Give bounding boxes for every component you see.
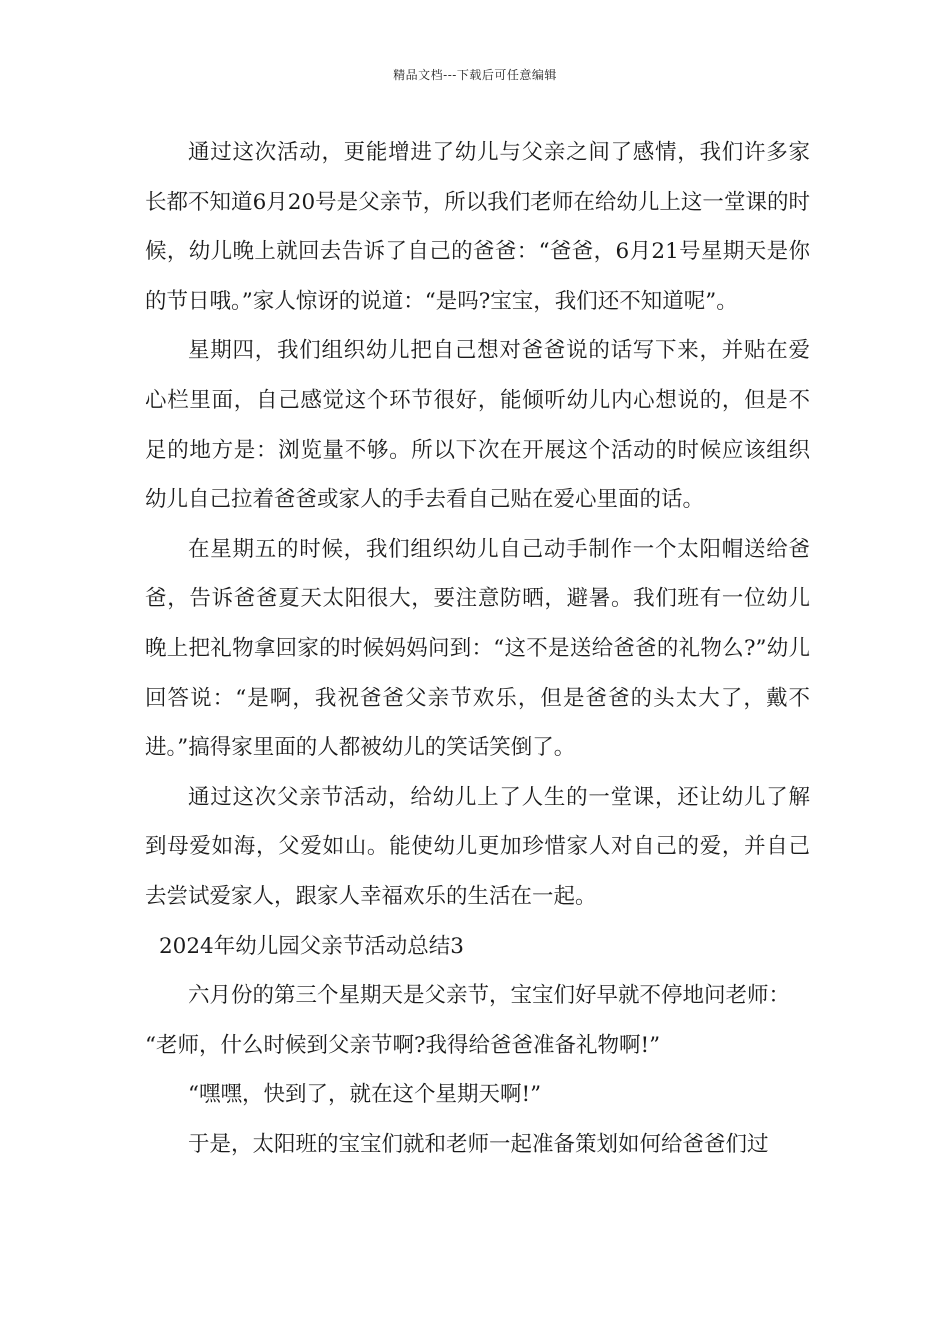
paragraph-conclusion: 通过这次父亲节活动，给幼儿上了人生的一堂课，还让幼儿了解到母爱如海，父爱如山。能使幼儿更加珍惜家人对自己的爱，并自己去尝试爱家人，跟家人幸福欢乐的生活在一起。 (145, 784, 810, 909)
section-title: 2024年幼儿园父亲节活动总结3 (159, 933, 464, 959)
paragraph-quote-children: “老师，什么时候到父亲节啊?我得给爸爸准备礼物啊!” (145, 1032, 661, 1058)
paragraph-section-intro: 六月份的第三个星期天是父亲节，宝宝们好早就不停地问老师： (188, 983, 791, 1009)
document-body (145, 128, 810, 1169)
paragraph-activity-summary: 通过这次活动，更能增进了幼儿与父亲之间了感情，我们许多家长都不知道6月20号是父亲节，所以我们老师在给幼儿上这一堂课的时候，幼儿晚上就回去告诉了自己的爸爸：“爸爸，6月21号星期天是你的节日哦。”家人惊讶的说道：“是吗?宝宝，我们还不知道呢”。 (145, 140, 810, 314)
page-header: 精品文档---下载后可任意编辑 (393, 68, 557, 82)
paragraph-quote-teacher: “嘿嘿，快到了，就在这个星期天啊!” (188, 1082, 542, 1108)
paragraph-planning: 于是，太阳班的宝宝们就和老师一起准备策划如何给爸爸们过 (188, 1131, 769, 1157)
paragraph-friday: 在星期五的时候，我们组织幼儿自己动手制作一个太阳帽送给爸爸，告诉爸爸夏天太阳很大，要注意防晒，避暑。我们班有一位幼儿晚上把礼物拿回家的时候妈妈问到：“这不是送给爸爸的礼物么?”幼儿回答说：“是啊，我祝爸爸父亲节欢乐，但是爸爸的头太大了，戴不进。”搞得家里面的人都被幼儿的笑话笑倒了。 (145, 536, 810, 761)
paragraph-thursday: 星期四，我们组织幼儿把自己想对爸爸说的话写下来，并贴在爱心栏里面，自己感觉这个环节很好，能倾听幼儿内心想说的，但是不足的地方是：浏览量不够。所以下次在开展这个活动的时候应该组织幼儿自己拉着爸爸或家人的手去看自己贴在爱心里面的话。 (145, 338, 810, 513)
